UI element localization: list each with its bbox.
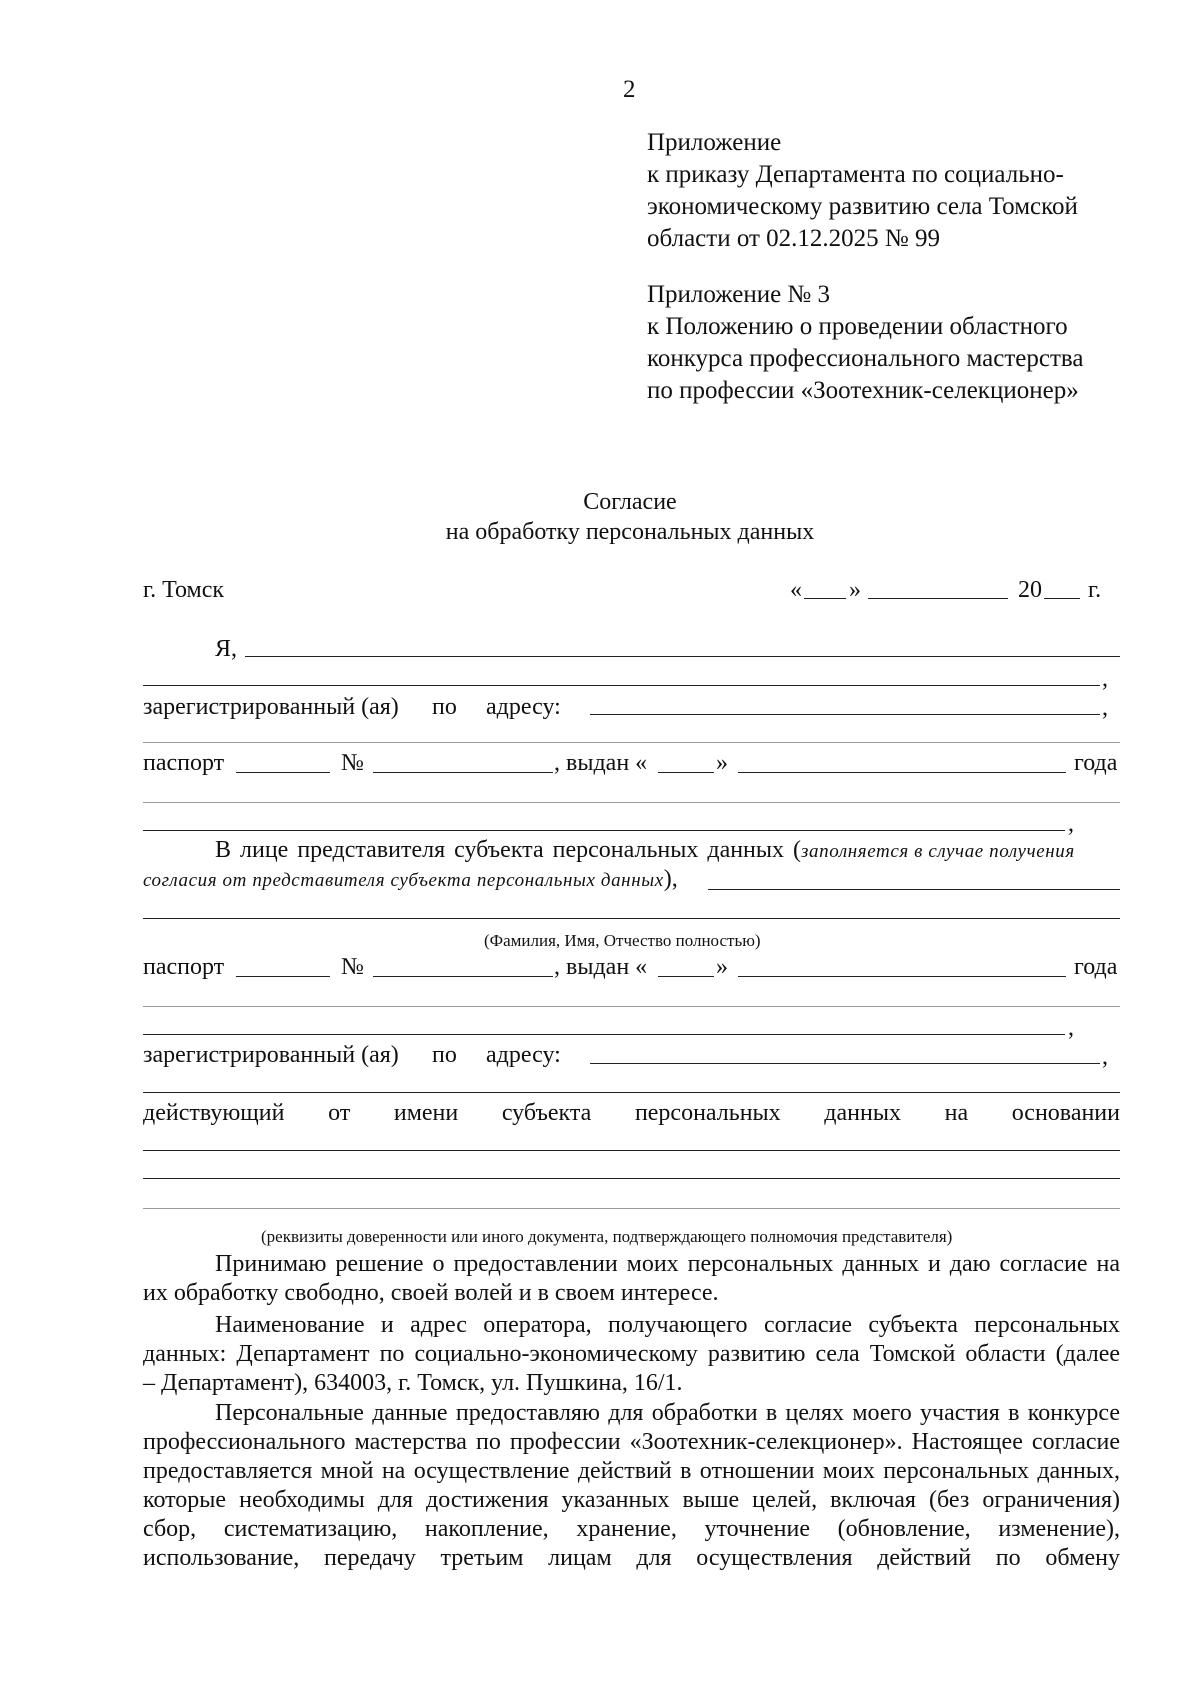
text-line: использование, передачу третьим лицам для осуществления действий по обмену	[143, 1545, 1120, 1571]
date-open-quote: «	[790, 577, 802, 603]
address-field[interactable]	[590, 714, 1100, 715]
rep-passport-number-field[interactable]	[373, 976, 553, 977]
appendix-line: конкурса профессионального мастерства	[647, 345, 1084, 372]
comma: ,	[1068, 811, 1074, 837]
appendix-line: к Положению о проведении областного	[647, 313, 1068, 340]
rep-passport-label: паспорт	[143, 954, 225, 980]
document-title	[0, 487, 1200, 547]
rep-registered-label: зарегистрированный (ая)	[143, 1042, 399, 1068]
fio-field[interactable]	[245, 656, 1120, 657]
rep-address-field[interactable]	[590, 1063, 1100, 1064]
passport-series-field[interactable]	[236, 772, 330, 773]
rep-issued-by-field[interactable]	[143, 1006, 1120, 1007]
issued-close-quote: »	[716, 750, 728, 776]
acting-word: основании	[1011, 1100, 1120, 1126]
doc-caption: (реквизиты доверенности или иного документа, подтверждающего полномочия представителя)	[261, 1227, 953, 1246]
text-line: Наименование и адрес оператора, получающего согласие субъекта персональных	[215, 1312, 1120, 1338]
issued-date-field[interactable]	[738, 772, 1066, 773]
acting-word: имени	[393, 1100, 459, 1126]
acting-word: персональных	[634, 1100, 781, 1126]
comma: ,	[1068, 1015, 1074, 1041]
fio-field-cont[interactable]	[143, 685, 1100, 686]
rep-passport-series-field[interactable]	[236, 976, 330, 977]
year-word: года	[1074, 750, 1118, 776]
rep-issued-by-field-cont[interactable]	[143, 1034, 1065, 1035]
appendix-line: области от 02.12.2025 № 99	[647, 225, 941, 252]
acting-word: от	[328, 1100, 351, 1126]
date-month-field[interactable]	[868, 598, 1008, 599]
issued-close-quote: »	[716, 954, 728, 980]
appendix-line: Приложение № 3	[647, 281, 831, 308]
representative-text-line2	[143, 864, 678, 896]
issued-by-field[interactable]	[143, 802, 1120, 803]
year-word: года	[1074, 954, 1118, 980]
appendix-3-header	[647, 279, 1083, 407]
address-field-cont[interactable]	[143, 742, 1120, 743]
representative-label: В лице представителя субъекта персональных данных (	[215, 837, 802, 863]
date-day-field[interactable]	[804, 598, 846, 599]
appendix-line: к приказу Департамента по социально-	[647, 161, 1064, 188]
basis-field[interactable]	[143, 1150, 1120, 1151]
representative-text	[215, 835, 1120, 867]
text-line: их обработку свободно, своей волей и в своем интересе.	[143, 1280, 719, 1306]
representative-fio-field[interactable]	[708, 889, 1120, 890]
comma: ,	[1102, 1044, 1108, 1070]
representative-note: согласия от представителя субъекта персональных данных	[143, 870, 664, 891]
issued-label: , выдан «	[554, 954, 648, 980]
comma: ,	[1102, 695, 1108, 721]
issued-label: , выдан «	[554, 750, 648, 776]
passport-label: паспорт	[143, 750, 225, 776]
appendix-line: экономическому развитию села Томской	[647, 193, 1078, 220]
appendix-line: по профессии «Зоотехник-селекционер»	[647, 377, 1079, 404]
acting-word: данных	[824, 1100, 901, 1126]
number-sign: №	[341, 954, 364, 980]
title-line: на обработку персональных данных	[445, 519, 815, 545]
text-line: Персональные данные предоставляю для обработки в целях моего участия в конкурсе	[215, 1400, 1120, 1426]
text-line: данных: Департамент по социально-экономическому развитию села Томской области (далее	[143, 1341, 1120, 1367]
place: г. Томск	[143, 577, 225, 603]
text-line: сбор, систематизацию, накопление, хранение, уточнение (обновление, изменение),	[143, 1516, 1120, 1542]
paragraph-operator	[143, 1311, 1120, 1398]
acting-word: на	[944, 1100, 969, 1126]
number-sign: №	[341, 750, 364, 776]
date-year-field[interactable]	[1044, 598, 1080, 599]
fio-caption: (Фамилия, Имя, Отчество полностью)	[484, 931, 761, 950]
acting-word: действующий	[143, 1100, 285, 1126]
appendix-line: Приложение	[647, 129, 782, 156]
basis-field-cont[interactable]	[143, 1208, 1120, 1209]
rep-address-field-cont[interactable]	[143, 1092, 1120, 1093]
acting-word: субъекта	[501, 1100, 592, 1126]
issued-day-field[interactable]	[658, 772, 714, 773]
date-close-quote: »	[849, 577, 861, 603]
date-year-suffix: г.	[1088, 577, 1102, 603]
rep-issued-day-field[interactable]	[658, 976, 714, 977]
paragraph-consent	[143, 1250, 1120, 1308]
acting-line	[143, 1098, 1120, 1128]
passport-number-field[interactable]	[373, 772, 553, 773]
paragraph-purpose	[143, 1399, 1120, 1573]
issued-by-field-cont[interactable]	[143, 830, 1065, 831]
text-line: профессионального мастерства по профессии «Зоотехник-селекционер». Настоящее согласие	[143, 1429, 1120, 1455]
appendix-header	[647, 127, 1078, 255]
registered-address: адресу:	[486, 694, 561, 720]
rep-registered-address: адресу:	[486, 1042, 561, 1068]
text-line: которые необходимы для достижения указанных выше целей, включая (без ограничения)	[143, 1487, 1120, 1513]
representative-note: заполняется в случае получения	[801, 841, 1075, 862]
representative-close: ),	[663, 866, 678, 892]
text-line: – Департамент), 634003, г. Томск, ул. Пушкина, 16/1.	[143, 1370, 683, 1396]
basis-field-cont[interactable]	[143, 1178, 1120, 1179]
text-line: предоставляется мной на осуществление действий в отношении моих персональных данных,	[143, 1458, 1120, 1484]
rep-registered-po: по	[432, 1042, 457, 1068]
rep-issued-date-field[interactable]	[738, 976, 1066, 977]
registered-label: зарегистрированный (ая)	[143, 694, 399, 720]
comma: ,	[1102, 666, 1108, 692]
registered-po: по	[432, 694, 457, 720]
text-line: Принимаю решение о предоставлении моих персональных данных и даю согласие на	[215, 1251, 1120, 1277]
page-number: 2	[623, 76, 636, 103]
title-line: Согласие	[583, 489, 677, 515]
date-year-prefix: 20	[1018, 577, 1042, 603]
representative-fio-field-cont[interactable]	[143, 918, 1120, 919]
ya-label: Я,	[215, 636, 238, 662]
